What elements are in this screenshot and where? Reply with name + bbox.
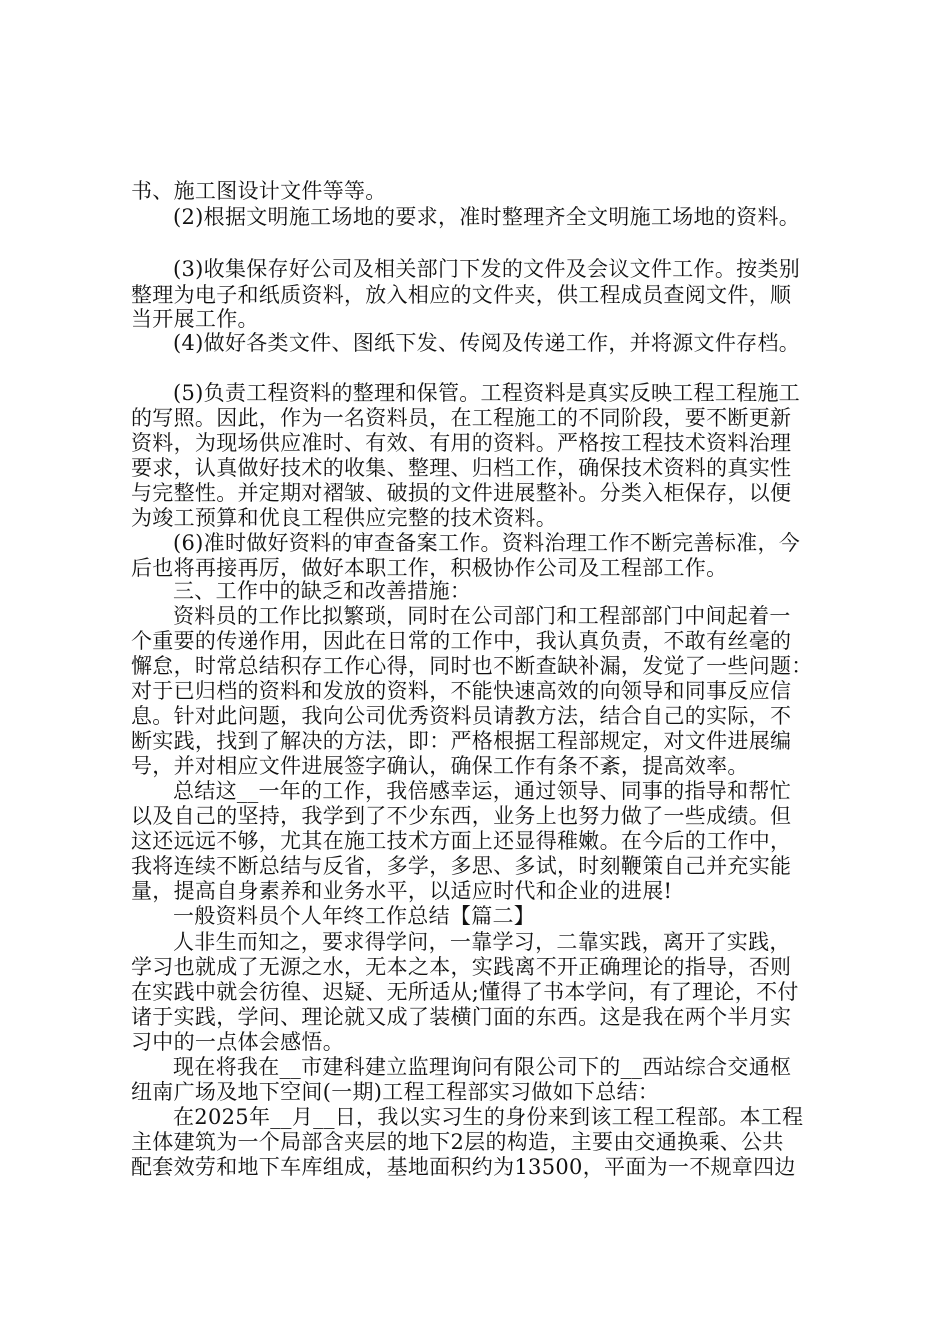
text-line: 在2025年__月__日，我以实习生的身份来到该工程工程部。本工程 <box>173 1105 804 1129</box>
section-heading: 三、工作中的缺乏和改善措施： <box>173 579 472 603</box>
text-line: 以及自己的坚持，我学到了不少东西，业务上也努力做了一些成绩。但 <box>131 804 792 828</box>
text-line: 个重要的传递作用，因此在日常的工作中，我认真负责，不敢有丝毫的 <box>131 629 792 653</box>
text-line: 纽南广场及地下空间(一期)工程工程部实习做如下总结： <box>131 1080 660 1104</box>
text-line: 量，提高自身素养和业务水平，以适应时代和企业的进展! <box>131 879 673 903</box>
text-line: 配套效劳和地下车库组成，基地面积约为13500，平面为一不规章四边 <box>131 1155 796 1179</box>
text-line: 对于已归档的资料和发放的资料，不能快速高效的向领导和同事反应信 <box>131 679 792 703</box>
text-line: (5)负责工程资料的整理和保管。工程资料是真实反映工程工程施工 <box>173 381 801 405</box>
text-line: 懈怠，时常总结积存工作心得，同时也不断查缺补漏，发觉了一些问题： <box>131 654 813 678</box>
text-line: 后也将再接再厉，做好本职工作，积极协作公司及工程部工作。 <box>131 556 728 580</box>
text-line: 息。针对此问题，我向公司优秀资料员请教方法，结合自己的实际，不 <box>131 704 792 728</box>
text-line: (4)做好各类文件、图纸下发、传阅及传递工作，并将源文件存档。 <box>173 331 801 355</box>
text-line: 整理为电子和纸质资料，放入相应的文件夹，供工程成员查阅文件，顺 <box>131 283 792 307</box>
text-line: 总结这__一年的工作，我倍感幸运，通过领导、同事的指导和帮忙 <box>173 779 791 803</box>
text-line: 号，并对相应文件进展签字确认，确保工作有条不紊，提高效率。 <box>131 754 749 778</box>
text-line: 我将连续不断总结与反省，多学，多思、多试，时刻鞭策自己并充实能 <box>131 854 792 878</box>
text-line: 资料员的工作比拟繁琐，同时在公司部门和工程部部门中间起着一 <box>173 604 791 628</box>
text-line: 断实践，找到了解决的方法，即：严格根据工程部规定，对文件进展编 <box>131 729 792 753</box>
text-line: (6)准时做好资料的审查备案工作。资料治理工作不断完善标准，今 <box>173 531 801 555</box>
text-line: 为竣工预算和优良工程供应完整的技术资料。 <box>131 506 557 530</box>
text-line: 资料，为现场供应准时、有效、有用的资料。严格按工程技术资料治理 <box>131 431 792 455</box>
text-line: 主体建筑为一个局部含夹层的地下2层的构造，主要由交通换乘、公共 <box>131 1130 784 1154</box>
text-line: 现在将我在__市建科建立监理询问有限公司下的__西站综合交通枢 <box>173 1055 792 1079</box>
text-line: 要求，认真做好技术的收集、整理、归档工作，确保技术资料的真实性 <box>131 456 792 480</box>
text-line: 当开展工作。 <box>131 307 259 331</box>
text-line: 人非生而知之，要求得学问，一靠学习，二靠实践，离开了实践， <box>173 930 791 954</box>
text-line: 与完整性。并定期对褶皱、破损的文件进展整补。分类入柜保存，以便 <box>131 481 792 505</box>
text-line: 学习也就成了无源之水，无本之本，实践离不开正确理论的指导，否则 <box>131 955 792 979</box>
text-line: 的写照。因此，作为一名资料员，在工程施工的不同阶段，要不断更新 <box>131 406 792 430</box>
text-line: 这还远远不够，尤其在施工技术方面上还显得稚嫩。在今后的工作中， <box>131 829 792 853</box>
text-line: 在实践中就会彷徨、迟疑、无所适从;懂得了书本学问，有了理论，不付 <box>131 980 799 1004</box>
text-line: (2)根据文明施工场地的要求，准时整理齐全文明施工场地的资料。 <box>173 205 801 229</box>
text-line: 习中的一点体会感悟。 <box>131 1030 344 1054</box>
text-line: (3)收集保存好公司及相关部门下发的文件及会议文件工作。按类别 <box>173 257 801 281</box>
section-heading: 一般资料员个人年终工作总结【篇二】 <box>173 904 536 928</box>
text-line: 诸于实践，学问、理论就又成了装横门面的东西。这是我在两个半月实 <box>131 1005 792 1029</box>
text-line: 书、施工图设计文件等等。 <box>131 179 387 203</box>
